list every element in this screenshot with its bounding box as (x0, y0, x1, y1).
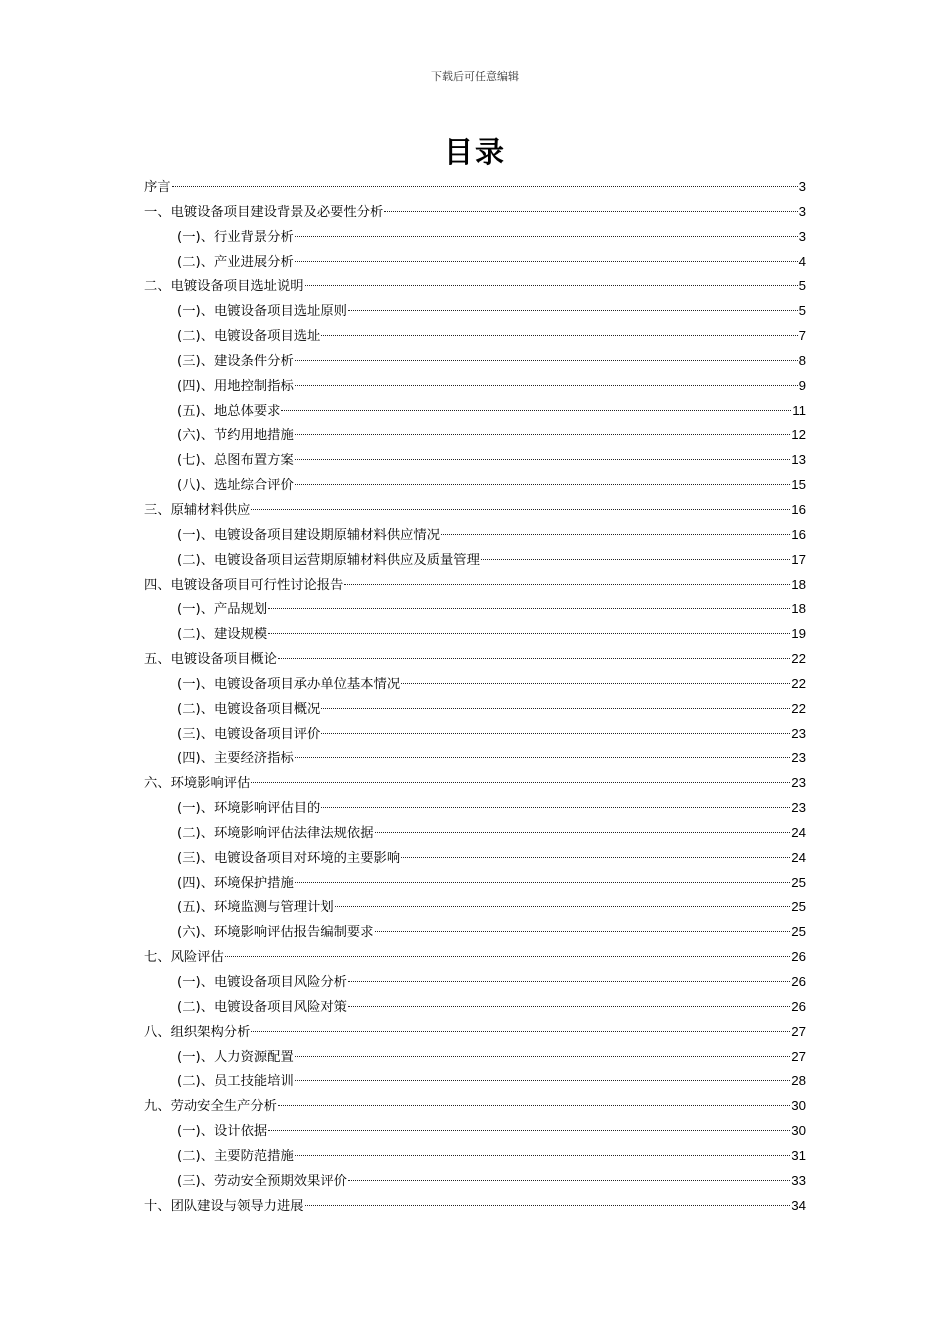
toc-entry-page-number: 33 (791, 1172, 806, 1188)
toc-section-entry[interactable] (144, 746, 806, 771)
toc-entry-page-number: 17 (791, 551, 806, 567)
toc-dot-leader (295, 236, 798, 237)
toc-entry-page-number: 19 (791, 626, 806, 642)
toc-entry-label: 十、团队建设与领导力进展 (144, 1198, 304, 1214)
toc-dot-leader (401, 857, 790, 858)
toc-section-entry[interactable] (144, 1144, 806, 1169)
toc-entry-page-number: 3 (798, 179, 806, 194)
toc-section-entry[interactable] (144, 349, 806, 374)
toc-dot-leader (305, 1205, 791, 1206)
toc-entry-label: 一、电镀设备项目建设背景及必要性分析 (144, 204, 384, 220)
toc-dot-leader (295, 1080, 790, 1081)
toc-section-entry[interactable] (144, 374, 806, 399)
toc-entry-label: (一)、电镀设备项目承办单位基本情况 (177, 676, 401, 692)
toc-section-entry[interactable] (144, 423, 806, 448)
toc-dot-leader (295, 459, 790, 460)
toc-dot-leader (481, 559, 790, 560)
toc-section-entry[interactable] (144, 821, 806, 846)
toc-dot-leader (281, 410, 791, 411)
toc-entry-label: (一)、电镀设备项目选址原则 (177, 304, 347, 320)
toc-section-entry[interactable] (144, 1069, 806, 1094)
toc-entry-label: 九、劳动安全生产分析 (144, 1099, 277, 1115)
toc-entry-page-number: 25 (791, 874, 806, 890)
toc-section-entry[interactable] (144, 448, 806, 473)
toc-dot-leader (384, 211, 797, 212)
toc-entry-page-number: 23 (791, 800, 806, 816)
toc-entry-label: (七)、总图布置方案 (177, 453, 294, 469)
toc-dot-leader (375, 832, 791, 833)
toc-entry-page-number: 9 (798, 377, 806, 393)
toc-section-entry[interactable] (144, 597, 806, 622)
toc-dot-leader (295, 434, 790, 435)
toc-section-entry[interactable] (144, 970, 806, 995)
toc-chapter-entry[interactable] (144, 1094, 806, 1119)
toc-chapter-entry[interactable] (144, 945, 806, 970)
toc-section-entry[interactable] (144, 920, 806, 945)
toc-dot-leader (251, 1031, 790, 1032)
toc-entry-page-number: 5 (798, 278, 806, 294)
toc-dot-leader (348, 310, 798, 311)
toc-entry-label: 序言 (144, 180, 171, 195)
toc-entry-label: (一)、设计依据 (177, 1124, 268, 1140)
toc-entry-label: (三)、劳动安全预期效果评价 (177, 1173, 347, 1189)
toc-section-entry[interactable] (144, 548, 806, 573)
toc-dot-leader (348, 1180, 790, 1181)
toc-entry-page-number: 8 (798, 352, 806, 368)
toc-entry-label: (一)、行业背景分析 (177, 229, 294, 245)
toc-entry-page-number: 23 (791, 750, 806, 766)
toc-entry-label: 五、电镀设备项目概论 (144, 652, 277, 668)
toc-entry-label: (四)、主要经济指标 (177, 751, 294, 767)
toc-dot-leader (321, 807, 790, 808)
toc-entry-page-number: 26 (791, 949, 806, 965)
toc-entry-label: (一)、电镀设备项目风险分析 (177, 975, 347, 990)
toc-dot-leader (375, 931, 791, 932)
toc-entry-page-number: 23 (791, 775, 806, 791)
toc-dot-leader (295, 484, 790, 485)
toc-dot-leader (295, 1056, 790, 1057)
toc-section-entry[interactable] (144, 225, 806, 250)
toc-entry-label: (一)、电镀设备项目建设期原辅材料供应情况 (177, 527, 441, 543)
toc-entry-label: (一)、人力资源配置 (177, 1049, 294, 1065)
toc-dot-leader (305, 285, 798, 286)
toc-entry-page-number: 3 (798, 228, 806, 244)
toc-entry-label: (二)、电镀设备项目选址 (177, 329, 321, 345)
toc-entry-page-number: 11 (792, 402, 806, 418)
toc-entry-label: (二)、建设规模 (177, 627, 268, 643)
toc-section-entry[interactable] (144, 672, 806, 697)
toc-entry-page-number: 34 (791, 1197, 806, 1213)
toc-entry-page-number: 4 (798, 253, 806, 269)
header-note: 下载后可任意编辑 (431, 70, 519, 83)
toc-dot-leader (344, 584, 790, 585)
toc-section-entry[interactable] (144, 895, 806, 920)
toc-entry-label: (二)、环境影响评估法律法规依据 (177, 825, 374, 841)
toc-entry-label: (三)、电镀设备项目对环境的主要影响 (177, 850, 401, 866)
toc-entry-label: (六)、环境影响评估报告编制要求 (177, 925, 374, 941)
toc-dot-leader (348, 1006, 790, 1007)
toc-entry-page-number: 31 (791, 1147, 806, 1163)
toc-entry-label: (一)、环境影响评估目的 (177, 801, 321, 817)
toc-dot-leader (172, 186, 798, 187)
toc-entry-label: 三、原辅材料供应 (144, 502, 251, 518)
toc-section-entry[interactable] (144, 1045, 806, 1070)
toc-dot-leader (268, 1130, 790, 1131)
toc-dot-leader (321, 335, 797, 336)
toc-dot-leader (295, 261, 798, 262)
toc-section-entry[interactable] (144, 250, 806, 275)
toc-entry-label: 六、环境影响评估 (144, 776, 251, 792)
toc-dot-leader (295, 882, 790, 883)
toc-entry-page-number: 24 (791, 824, 806, 840)
toc-dot-leader (401, 683, 790, 684)
toc-entry-page-number: 16 (791, 501, 806, 517)
toc-entry-page-number: 26 (791, 998, 806, 1014)
toc-entry-page-number: 3 (798, 203, 806, 219)
toc-entry-page-number: 30 (791, 1123, 806, 1139)
toc-dot-leader (321, 733, 790, 734)
toc-entry-page-number: 30 (791, 1098, 806, 1114)
toc-entry-page-number: 25 (791, 924, 806, 940)
toc-entry-page-number: 23 (791, 725, 806, 741)
toc-dot-leader (335, 906, 791, 907)
toc-dot-leader (225, 956, 790, 957)
toc-section-entry[interactable] (144, 995, 806, 1020)
toc-dot-leader (441, 534, 790, 535)
toc-dot-leader (278, 658, 790, 659)
toc-section-entry[interactable] (144, 871, 806, 896)
toc-entry-label: 二、电镀设备项目选址说明 (144, 279, 304, 295)
toc-entry-page-number: 27 (791, 1023, 806, 1039)
toc-section-entry[interactable] (144, 846, 806, 871)
toc-entry-page-number: 7 (798, 328, 806, 344)
toc-entry-label: 四、电镀设备项目可行性讨论报告 (144, 577, 344, 593)
toc-entry-page-number: 18 (791, 576, 806, 592)
toc-entry-label: (八)、选址综合评价 (177, 478, 294, 494)
toc-section-entry[interactable] (144, 1169, 806, 1194)
toc-entry-page-number: 12 (791, 427, 806, 443)
toc-dot-leader (348, 981, 790, 982)
toc-entry-label: (二)、电镀设备项目风险对策 (177, 999, 347, 1015)
toc-chapter-entry[interactable] (144, 200, 806, 225)
toc-entry-page-number: 28 (791, 1073, 806, 1089)
toc-entry-page-number: 18 (791, 601, 806, 617)
toc-dot-leader (295, 757, 790, 758)
toc-entry-label: (四)、用地控制指标 (177, 378, 294, 394)
toc-entry-page-number: 13 (791, 452, 806, 468)
toc-entry-label: (五)、环境监测与管理计划 (177, 900, 334, 916)
toc-entry-label: (二)、主要防范措施 (177, 1148, 294, 1164)
toc-section-entry[interactable] (144, 523, 806, 548)
toc-dot-leader (321, 708, 790, 709)
toc-entry-label: (五)、地总体要求 (177, 403, 281, 419)
toc-entry-label: (一)、产品规划 (177, 602, 268, 618)
toc-chapter-entry[interactable] (144, 1194, 806, 1219)
toc-entry-label: (二)、产业进展分析 (177, 254, 294, 270)
toc-entry-label: (六)、节约用地措施 (177, 428, 294, 444)
toc-section-entry[interactable] (144, 1119, 806, 1144)
toc-entry-page-number: 24 (791, 849, 806, 865)
toc-chapter-entry[interactable] (144, 771, 806, 796)
toc-entry-label: (三)、建设条件分析 (177, 353, 294, 369)
toc-entry-page-number: 27 (791, 1048, 806, 1064)
toc-entry-label: (二)、电镀设备项目概况 (177, 701, 321, 717)
toc-entry-page-number: 25 (791, 899, 806, 915)
toc-section-entry[interactable] (144, 299, 806, 324)
toc-chapter-entry[interactable] (144, 498, 806, 523)
toc-chapter-entry[interactable] (144, 175, 806, 200)
toc-section-entry[interactable] (144, 796, 806, 821)
toc-entry-label: (三)、电镀设备项目评价 (177, 726, 321, 742)
toc-entry-page-number: 16 (791, 526, 806, 542)
toc-dot-leader (278, 1105, 790, 1106)
toc-section-entry[interactable] (144, 622, 806, 647)
toc-dot-leader (268, 608, 790, 609)
toc-chapter-entry[interactable] (144, 573, 806, 598)
toc-section-entry[interactable] (144, 399, 806, 424)
toc-entry-page-number: 15 (791, 477, 806, 493)
toc-entry-page-number: 22 (791, 700, 806, 716)
toc-dot-leader (268, 633, 790, 634)
toc-dot-leader (295, 360, 798, 361)
toc-list (144, 175, 806, 1218)
toc-entry-page-number: 22 (791, 675, 806, 691)
toc-chapter-entry[interactable] (144, 1020, 806, 1045)
toc-dot-leader (295, 1155, 790, 1156)
toc-dot-leader (251, 509, 790, 510)
toc-entry-label: (四)、环境保护措施 (177, 875, 294, 891)
toc-entry-page-number: 26 (791, 974, 806, 989)
toc-dot-leader (251, 782, 790, 783)
toc-entry-page-number: 5 (798, 303, 806, 319)
toc-entry-label: 八、组织架构分析 (144, 1024, 251, 1040)
toc-section-entry[interactable] (144, 722, 806, 747)
toc-chapter-entry[interactable] (144, 647, 806, 672)
toc-dot-leader (295, 385, 798, 386)
toc-entry-label: 七、风险评估 (144, 950, 224, 966)
toc-title: 目录 (443, 135, 506, 169)
toc-section-entry[interactable] (144, 324, 806, 349)
toc-chapter-entry[interactable] (144, 274, 806, 299)
toc-section-entry[interactable] (144, 473, 806, 498)
toc-entry-page-number: 22 (791, 651, 806, 667)
toc-entry-label: (二)、员工技能培训 (177, 1074, 294, 1090)
toc-entry-label: (二)、电镀设备项目运营期原辅材料供应及质量管理 (177, 552, 480, 568)
toc-section-entry[interactable] (144, 697, 806, 722)
